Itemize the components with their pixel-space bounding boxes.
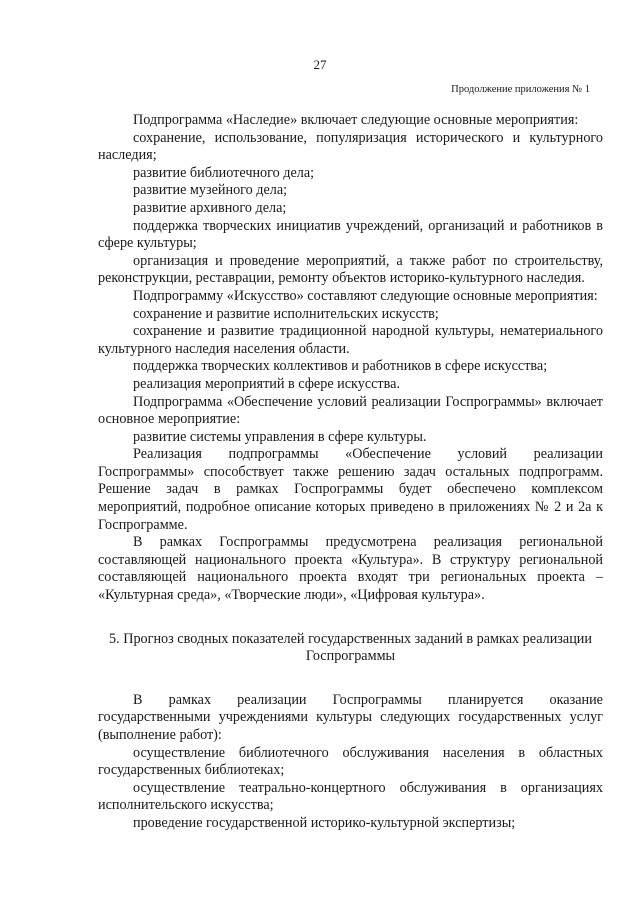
list-item: развитие музейного дела; (133, 182, 288, 199)
paragraph-national-project: В рамках Госпрограммы предусмотрена реализация региональной составляющей национального проекта «Культура». В структуру региональной составляющей национального проекта входят три региональных проекта – «Культурная среда», «Творческие люди», «Цифровая культура». (98, 534, 603, 604)
list-item: сохранение и развитие традиционной народной культуры, нематериального культурного наследия населения области. (98, 323, 603, 357)
paragraph-nasledie-intro: Подпрограмма «Наследие» включает следующие основные мероприятия: (133, 112, 579, 128)
paragraph-services-intro: В рамках реализации Госпрограммы планируется оказание государственными учреждениями культуры следующих государственных услуг (выполнение работ): (98, 691, 603, 743)
paragraph-obespechenie-intro: Подпрограмма «Обеспечение условий реализации Госпрограммы» включает основное мероприятие: (98, 393, 603, 428)
paragraph-iskusstvo-intro: Подпрограмму «Искусство» составляют следующие основные мероприятия: (133, 287, 598, 304)
list-item: организация и проведение мероприятий, а также работ по строительству, реконструкции, реставрации, ремонту объектов историко-культурного наследия. (98, 252, 603, 287)
appendix-note: Продолжение приложения № 1 (451, 84, 590, 95)
list-item: осуществление библиотечного обслуживания населения в областных государственных библиотеках; (98, 744, 603, 779)
list-item: развитие архивного дела; (133, 199, 287, 216)
section-heading: 5. Прогноз сводных показателей государственных заданий в рамках реализации Госпрограммы (109, 630, 592, 665)
page-number: 27 (313, 57, 327, 72)
list-item: сохранение и развитие исполнительских искусств; (133, 305, 439, 322)
list-item: проведение государственной историко-культурной экспертизы; (133, 814, 516, 831)
list-item: осуществление театрально-концертного обслуживания в организациях исполнительского искусства; (98, 779, 603, 814)
document-body (98, 112, 603, 833)
list-item: реализация мероприятий в сфере искусства. (133, 375, 400, 392)
list-item: сохранение, использование, популяризация исторического и культурного наследия; (98, 129, 603, 164)
list-item: развитие библиотечного дела; (133, 164, 315, 181)
list-item: развитие системы управления в сфере культуры. (133, 428, 427, 445)
paragraph-realizatsiya: Реализация подпрограммы «Обеспечение условий реализации Госпрограммы» способствует также решению задач остальных подпрограмм. Решение задач в рамках Госпрограммы будет обеспечено комплексом мероприятий, подробное описание которых приведено в приложениях № 2 и 2а к Госпрограмме. (98, 446, 603, 533)
list-item: поддержка творческих инициатив учреждений, организаций и работников в сфере культуры; (98, 217, 603, 252)
list-item: поддержка творческих коллективов и работников в сфере искусства; (133, 358, 548, 375)
